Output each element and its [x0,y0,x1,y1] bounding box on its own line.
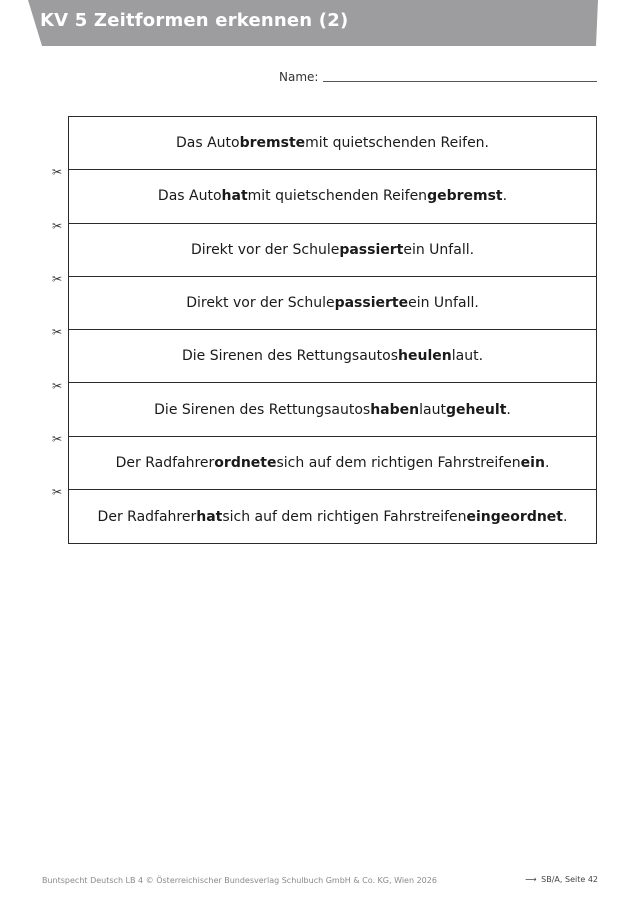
footer-reference-text: SB/A, Seite 42 [541,875,598,884]
page-title: KV 5 Zeitformen erkennen (2) [40,10,349,31]
sentence-text: Die Sirenen des Rettungsautos [154,401,371,418]
sentence-text: ein Unfall. [403,241,475,258]
sentence-text: Der Radfahrer [115,454,215,471]
verb-form: ein [520,454,545,471]
sentence-text: mit quietschenden Reifen. [305,135,489,152]
verb-form: haben [370,401,420,418]
name-input-line[interactable] [323,81,597,82]
verb-form: hat [221,188,248,205]
arrow-icon: ⟶ [525,875,537,884]
sentence-strip [69,383,596,436]
sentence-text: Das Auto [176,135,240,152]
sentence-text: laut. [451,348,484,365]
verb-form: passierte [334,295,409,312]
footer-reference [525,875,598,884]
scissors-icon: ✂ [52,485,63,500]
sentence-strip [69,330,596,383]
sentence-text: ein Unfall. [408,295,479,312]
scissors-icon: ✂ [52,165,63,180]
verb-form: geheult [445,401,507,418]
verb-form: hat [196,508,223,525]
sentence-text: mit quietschenden Reifen [247,188,428,205]
sentence-strip [69,117,596,170]
verb-form: passiert [339,241,404,258]
sentence-text: Direkt vor der Schule [190,241,340,258]
verb-form: gebremst [427,188,503,205]
verb-form: ordnete [214,454,277,471]
scissors-icon: ✂ [52,431,63,446]
sentence-text: sich auf dem richtigen Fahrstreifen [276,454,521,471]
sentence-strip [69,490,596,543]
sentence-text: . [502,188,508,205]
sentence-text: laut [419,401,446,418]
sentence-text: . [506,401,511,418]
scissors-icon: ✂ [52,325,63,340]
scissors-icon: ✂ [52,378,63,393]
verb-form: eingeordnet [466,508,563,525]
sentence-text: Der Radfahrer [97,508,197,525]
footer-copyright: Buntspecht Deutsch LB 4 © Österreichischer Bundesverlag Schulbuch GmbH & Co. KG, Wien 2026 [42,876,437,885]
sentence-text: . [544,454,550,471]
name-row [279,70,599,86]
sentence-text: Die Sirenen des Rettungsautos [181,348,399,365]
sentence-text: sich auf dem richtigen Fahrstreifen [222,508,467,525]
sentence-strip [69,437,596,490]
sentence-strip [69,170,596,223]
name-label: Name: [279,70,319,84]
sentence-text: Das Auto [157,188,222,205]
verb-form: bremste [239,135,306,152]
sentence-text: Direkt vor der Schule [186,295,335,312]
sentence-text: . [563,508,568,525]
sentence-strip [69,224,596,277]
sentence-strips [68,116,597,544]
sentence-strip [69,277,596,330]
scissors-icon: ✂ [52,218,63,233]
verb-form: heulen [398,348,452,365]
scissors-icon: ✂ [52,271,63,286]
